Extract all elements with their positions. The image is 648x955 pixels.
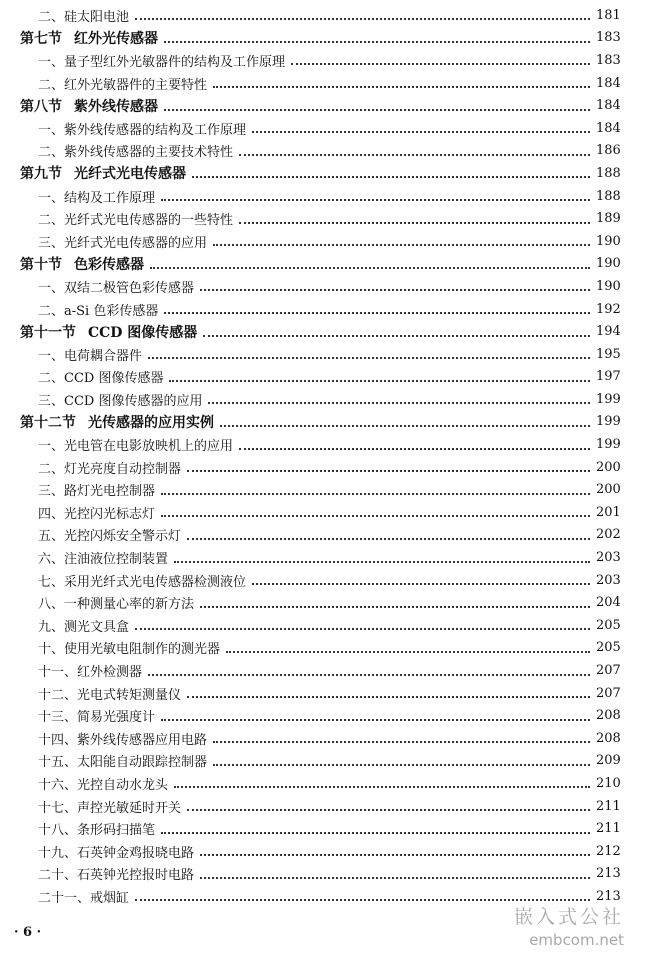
- toc-subentry: [0, 230, 648, 253]
- entry-title: [38, 774, 168, 793]
- toc-subentry: [0, 366, 648, 389]
- entry-text: 一、双结二极管色彩传感器: [38, 280, 195, 296]
- toc-section-entry: [0, 94, 648, 117]
- watermark-cn: 嵌入式公社: [513, 906, 624, 928]
- page-ref: 184: [596, 98, 621, 114]
- toc-subentry: [0, 207, 648, 230]
- section-number: 第十二节: [20, 414, 76, 431]
- entry-text: 十二、光电式转矩测量仪: [38, 687, 182, 703]
- toc-subentry: [0, 682, 648, 705]
- entry-title: [38, 51, 285, 70]
- entry-text: 四、光控闪光标志灯: [38, 506, 156, 522]
- page-ref: 190: [596, 256, 621, 272]
- page-ref: 212: [596, 843, 621, 859]
- entry-title: [20, 28, 158, 48]
- entry-title: [38, 435, 233, 454]
- entry-text: 五、光控闪烁安全警示灯: [38, 529, 182, 545]
- toc-subentry: [0, 298, 648, 321]
- page-ref: 184: [596, 120, 621, 136]
- entry-title: [38, 300, 158, 319]
- page-ref: 183: [596, 52, 621, 68]
- dot-leader: [203, 333, 590, 337]
- watermark-en: embcom.net: [529, 931, 624, 949]
- entry-title: [20, 96, 158, 116]
- entry-text: 三、光纤式光电传感器的应用: [38, 235, 208, 251]
- toc-subentry: [0, 478, 648, 501]
- entry-text: 光传感器的应用实例: [88, 414, 214, 431]
- page-ref: 203: [596, 572, 621, 588]
- toc-subentry: [0, 817, 648, 840]
- entry-text: 八、一种测量心率的新方法: [38, 597, 195, 613]
- entry-title: [38, 593, 194, 612]
- page-ref: 190: [596, 233, 621, 249]
- entry-title: [38, 751, 207, 770]
- page-ref: 194: [596, 324, 621, 340]
- toc-section-entry: [0, 162, 648, 185]
- dot-leader: [148, 672, 590, 676]
- entry-text: 二十、石英钟光控报时电路: [38, 868, 195, 884]
- entry-title: [38, 638, 220, 657]
- entry-title: [38, 141, 233, 160]
- entry-title: [38, 232, 207, 251]
- entry-title: [38, 548, 168, 567]
- dot-leader: [200, 852, 590, 856]
- section-number: 第九节: [20, 166, 62, 183]
- toc-subentry: [0, 49, 648, 72]
- entry-title: [38, 842, 194, 861]
- entry-text: 十四、紫外线传感器应用电路: [38, 732, 208, 748]
- dot-leader: [239, 152, 590, 156]
- dot-leader: [208, 400, 590, 404]
- section-number: 第十节: [20, 256, 62, 273]
- page-ref: 188: [596, 165, 621, 181]
- entry-title: [38, 277, 194, 296]
- page-ref: 181: [596, 7, 621, 23]
- page-ref: 208: [596, 730, 621, 746]
- section-number: 第七节: [20, 30, 62, 47]
- toc-subentry: [0, 569, 648, 592]
- dot-leader: [148, 355, 590, 359]
- page-ref: 205: [596, 617, 621, 633]
- entry-title: [38, 797, 181, 816]
- page-ref: 211: [596, 821, 621, 837]
- entry-text: 十七、声控光敏延时开关: [38, 800, 182, 816]
- dot-leader: [252, 129, 590, 133]
- toc-subentry: [0, 750, 648, 773]
- dot-leader: [161, 717, 590, 721]
- entry-text: 二、CCD 图像传感器: [38, 371, 164, 387]
- page-ref: 207: [596, 663, 621, 679]
- toc-subentry: [0, 795, 648, 818]
- toc-subentry: [0, 456, 648, 479]
- toc-section-entry: [0, 320, 648, 343]
- entry-title: [38, 887, 129, 906]
- toc-subentry: [0, 637, 648, 660]
- entry-title: [38, 74, 207, 93]
- entry-title: [38, 480, 155, 499]
- dot-leader: [150, 265, 590, 269]
- page-ref: 210: [596, 775, 621, 791]
- entry-title: [38, 525, 181, 544]
- dot-leader: [200, 287, 590, 291]
- dot-leader: [164, 39, 590, 43]
- toc-subentry: [0, 433, 648, 456]
- entry-text: 二、硅太阳电池: [38, 9, 130, 25]
- entry-title: [20, 412, 214, 432]
- entry-title: [38, 729, 207, 748]
- table-of-contents: [0, 4, 648, 908]
- page-ref: 199: [596, 391, 621, 407]
- dot-leader: [187, 468, 590, 472]
- toc-subentry: [0, 704, 648, 727]
- dot-leader: [174, 559, 590, 563]
- entry-text: 七、采用光纤式光电传感器检测液位: [38, 574, 247, 590]
- entry-text: 一、结构及工作原理: [38, 190, 156, 206]
- entry-text: 红外光传感器: [74, 30, 158, 47]
- entry-text: 十五、太阳能自动跟踪控制器: [38, 755, 208, 771]
- toc-subentry: [0, 546, 648, 569]
- dot-leader: [226, 649, 590, 653]
- dot-leader: [213, 84, 590, 88]
- toc-subentry: [0, 185, 648, 208]
- entry-text: 三、CCD 图像传感器的应用: [38, 393, 203, 409]
- toc-subentry: [0, 275, 648, 298]
- page-ref: 202: [596, 527, 621, 543]
- entry-text: 九、测光文具盒: [38, 619, 130, 635]
- dot-leader: [213, 762, 590, 766]
- entry-text: 一、量子型红外光敏器件的结构及工作原理: [38, 54, 286, 70]
- entry-text: 二、紫外线传感器的主要技术特性: [38, 145, 234, 161]
- entry-title: [20, 322, 197, 342]
- entry-text: 十、使用光敏电阻制作的测光器: [38, 642, 221, 658]
- entry-title: [38, 187, 155, 206]
- entry-title: [38, 390, 202, 409]
- page-ref: 211: [596, 798, 621, 814]
- dot-leader: [187, 807, 590, 811]
- toc-subentry: [0, 388, 648, 411]
- entry-text: 二、a-Si 色彩传感器: [38, 303, 159, 319]
- page-ref: 201: [596, 504, 621, 520]
- dot-leader: [161, 830, 590, 834]
- dot-leader: [213, 242, 590, 246]
- entry-text: 一、电荷耦合器件: [38, 348, 143, 364]
- toc-subentry: [0, 591, 648, 614]
- dot-leader: [192, 174, 590, 178]
- dot-leader: [291, 61, 590, 65]
- entry-text: 光纤式光电传感器: [74, 166, 186, 183]
- entry-text: 一、紫外线传感器的结构及工作原理: [38, 122, 247, 138]
- entry-text: 二、红外光敏器件的主要特性: [38, 77, 208, 93]
- entry-title: [38, 458, 181, 477]
- page-ref: 204: [596, 595, 621, 611]
- entry-text: 十九、石英钟金鸡报晓电路: [38, 845, 195, 861]
- entry-text: CCD 图像传感器: [88, 324, 198, 341]
- dot-leader: [252, 581, 590, 585]
- toc-subentry: [0, 524, 648, 547]
- page-ref: 200: [596, 459, 621, 475]
- entry-title: [38, 571, 246, 590]
- page-ref: 213: [596, 866, 621, 882]
- page-ref: 208: [596, 708, 621, 724]
- page-ref: 200: [596, 482, 621, 498]
- toc-subentry: [0, 772, 648, 795]
- page-ref: 205: [596, 640, 621, 656]
- page-ref: 199: [596, 437, 621, 453]
- page-ref: 184: [596, 75, 621, 91]
- entry-title: [38, 6, 129, 25]
- dot-leader: [135, 626, 590, 630]
- toc-subentry: [0, 727, 648, 750]
- entry-text: 十八、条形码扫描笔: [38, 823, 156, 839]
- toc-subentry: [0, 659, 648, 682]
- toc-subentry: [0, 501, 648, 524]
- entry-title: [38, 367, 163, 386]
- dot-leader: [187, 694, 590, 698]
- entry-title: [38, 119, 246, 138]
- dot-leader: [169, 378, 590, 382]
- entry-title: [38, 503, 155, 522]
- page-ref: 213: [596, 888, 621, 904]
- entry-text: 十一、红外检测器: [38, 665, 143, 681]
- entry-title: [38, 209, 233, 228]
- page-number: · 6 ·: [14, 925, 42, 940]
- watermark: [514, 902, 624, 949]
- dot-leader: [161, 197, 590, 201]
- toc-subentry: [0, 117, 648, 140]
- toc-subentry: [0, 72, 648, 95]
- entry-text: 十三、简易光强度计: [38, 710, 156, 726]
- entry-title: [38, 616, 129, 635]
- entry-text: 二十一、戒烟缸: [38, 890, 130, 906]
- dot-leader: [220, 423, 590, 427]
- page-ref: 189: [596, 211, 621, 227]
- entry-text: 紫外线传感器: [74, 98, 158, 115]
- dot-leader: [161, 513, 590, 517]
- page-ref: 199: [596, 414, 621, 430]
- entry-text: 色彩传感器: [74, 256, 144, 273]
- page-ref: 197: [596, 369, 621, 385]
- dot-leader: [164, 107, 590, 111]
- page-ref: 207: [596, 685, 621, 701]
- toc-subentry: [0, 840, 648, 863]
- section-number: 第八节: [20, 98, 62, 115]
- dot-leader: [200, 604, 590, 608]
- entry-title: [38, 345, 142, 364]
- page-ref: 186: [596, 143, 621, 159]
- dot-leader: [213, 739, 590, 743]
- entry-text: 十六、光控自动水龙头: [38, 777, 169, 793]
- toc-section-entry: [0, 253, 648, 276]
- toc-subentry: [0, 140, 648, 163]
- toc-section-entry: [0, 411, 648, 434]
- entry-title: [38, 864, 194, 883]
- page-ref: 188: [596, 188, 621, 204]
- dot-leader: [174, 784, 590, 788]
- page-ref: 209: [596, 753, 621, 769]
- page-ref: 192: [596, 301, 621, 317]
- entry-text: 六、注油液位控制装置: [38, 552, 169, 568]
- page-ref: 190: [596, 278, 621, 294]
- toc-subentry: [0, 343, 648, 366]
- entry-title: [38, 706, 155, 725]
- page-ref: 183: [596, 30, 621, 46]
- toc-subentry: [0, 614, 648, 637]
- toc-subentry: [0, 4, 648, 27]
- entry-text: 二、灯光亮度自动控制器: [38, 461, 182, 477]
- dot-leader: [187, 536, 590, 540]
- dot-leader: [164, 310, 590, 314]
- entry-title: [38, 684, 181, 703]
- entry-text: 二、光纤式光电传感器的一些特性: [38, 213, 234, 229]
- entry-text: 三、路灯光电控制器: [38, 484, 156, 500]
- dot-leader: [239, 446, 590, 450]
- page-ref: 203: [596, 550, 621, 566]
- dot-leader: [135, 897, 590, 901]
- entry-text: 一、光电管在电影放映机上的应用: [38, 439, 234, 455]
- page-ref: 195: [596, 346, 621, 362]
- dot-leader: [200, 875, 590, 879]
- section-number: 第十一节: [20, 324, 76, 341]
- entry-title: [20, 163, 186, 183]
- dot-leader: [135, 16, 590, 20]
- entry-title: [20, 254, 144, 274]
- entry-title: [38, 819, 155, 838]
- dot-leader: [161, 491, 590, 495]
- dot-leader: [239, 220, 590, 224]
- toc-section-entry: [0, 27, 648, 50]
- entry-title: [38, 661, 142, 680]
- toc-subentry: [0, 863, 648, 886]
